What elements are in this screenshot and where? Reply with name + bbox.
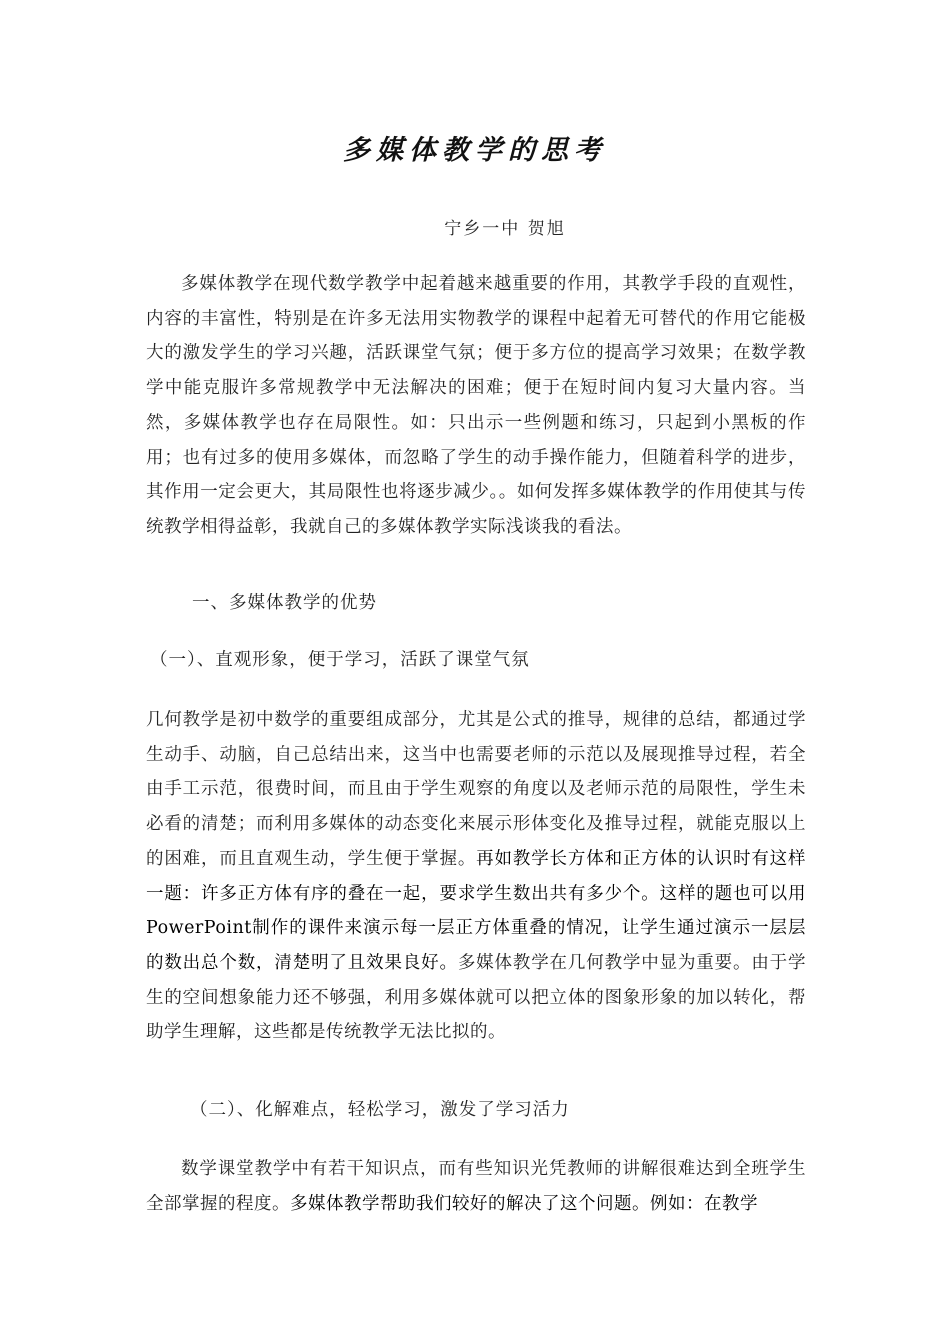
subsection-2-body-part-b: 多媒体教学帮助我们较好的解决了这个问题。例如：在教学 <box>290 1193 758 1214</box>
subsection-2-body <box>146 1152 806 1221</box>
subsection-2-body-part-a: 数学课堂教学中有若干知识点，而有些知识光凭教师的讲解很难达到全班学生全部掌握的程度。 <box>146 1159 806 1214</box>
subsection-1-heading: （一）、直观形象，便于学习，活跃了课堂气氛 <box>150 650 530 670</box>
subsection-1-body-part-b: 再如教学长方体和正方体的认识时有这样一题：许多正方体有序的叠在一起，要求学生数出共有多少个。这样的题也可以用PowerPoint制作的课件来演示每一层正方体重叠的情况，让学生通过演示一层层的数出总个数，清楚明了且效果良好。 <box>146 848 806 973</box>
document-author: 宁乡一中 贺旭 <box>444 219 566 239</box>
section-1-heading: 一、多媒体教学的优势 <box>192 593 377 613</box>
subsection-1-body-part-c: 多媒体教学在几何教学中显为重要。由于学生的空间想象能力还不够强，利用多媒体就可以把立体的图象形象的加以转化，帮助学生理解，这些都是传统教学无法比拟的。 <box>146 952 806 1043</box>
subsection-2-heading: （二）、化解难点，轻松学习，激发了学习活力 <box>190 1100 570 1120</box>
intro-paragraph: 多媒体教学在现代数学教学中起着越来越重要的作用，其教学手段的直观性，内容的丰富性，特别是在许多无法用实物教学的课程中起着无可替代的作用它能极大的激发学生的学习兴趣，活跃课堂气氛；便于多方位的提高学习效果；在数学教学中能克服许多常规教学中无法解决的困难；便于在短时间内复习大量内容。当然，多媒体教学也存在局限性。如：只出示一些例题和练习，只起到小黑板的作用；也有过多的使用多媒体，而忽略了学生的动手操作能力，但随着科学的进步，其作用一定会更大，其局限性也将逐步减少。。如何发挥多媒体教学的作用使其与传统教学相得益彰，我就自己的多媒体教学实际浅谈我的看法。 <box>146 274 806 537</box>
document-title: 多媒体教学的思考 <box>343 135 607 166</box>
subsection-1-body-part-a: 几何教学是初中数学的重要组成部分，尤其是公式的推导，规律的总结，都通过学生动手、动脑，自己总结出来，这当中也需要老师的示范以及展现推导过程，若全由手工示范，很费时间，而且由于学生观察的角度以及老师示范的局限性，学生未必看的清楚；而利用多媒体的动态变化来展示形体变化及推导过程，就能克服以上的困难，而且直观生动，学生便于掌握。 <box>146 710 806 869</box>
subsection-1-body <box>146 703 806 1050</box>
